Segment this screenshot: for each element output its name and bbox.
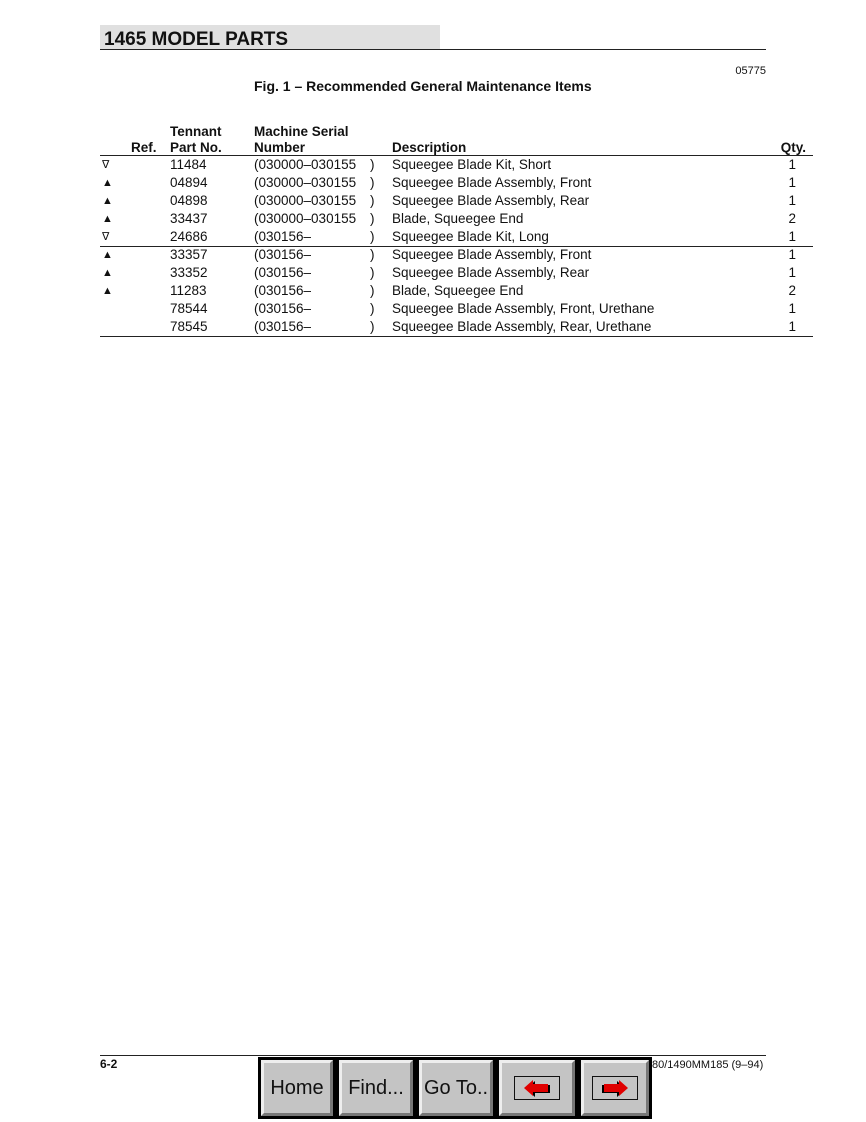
quantity: 2 <box>788 211 796 226</box>
part-number: 78545 <box>170 319 208 334</box>
ref-marker: ▲ <box>102 213 113 225</box>
serial-range: (030156– <box>254 301 312 316</box>
serial-close: ) <box>370 211 375 226</box>
doc-reference: 80/1490MM185 (9–94) <box>652 1059 764 1071</box>
quantity: 1 <box>788 301 796 316</box>
previous-page-button[interactable] <box>496 1057 578 1119</box>
description: Blade, Squeegee End <box>392 211 524 226</box>
serial-close: ) <box>370 157 375 172</box>
description: Blade, Squeegee End <box>392 283 524 298</box>
left-arrow-icon <box>522 1079 552 1097</box>
col-description: Description <box>392 140 467 155</box>
serial-range: (030156– <box>254 283 312 298</box>
description: Squeegee Blade Kit, Long <box>392 229 549 244</box>
table-row <box>100 282 806 300</box>
quantity: 1 <box>788 157 796 172</box>
page-number: 6-2 <box>100 1057 118 1071</box>
col-part <box>170 124 222 156</box>
serial-close: ) <box>370 265 375 280</box>
serial-close: ) <box>370 301 375 316</box>
quantity: 1 <box>788 229 796 244</box>
serial-close: ) <box>370 175 375 190</box>
figure-title: Fig. 1 – Recommended General Maintenance Items <box>254 78 592 94</box>
quantity: 1 <box>788 319 796 334</box>
description: Squeegee Blade Assembly, Rear <box>392 265 590 280</box>
quantity: 1 <box>788 193 796 208</box>
col-serial <box>254 124 349 156</box>
table-row <box>100 300 806 318</box>
goto-button[interactable] <box>416 1057 496 1119</box>
page-header-title: 1465 MODEL PARTS <box>104 29 289 50</box>
col-qty: Qty. <box>780 140 806 155</box>
part-number: 04894 <box>170 175 208 190</box>
serial-range: (030156– <box>254 319 312 334</box>
serial-range: (030000–030155 <box>254 193 357 208</box>
serial-close: ) <box>370 247 375 262</box>
table-row <box>100 192 806 210</box>
table-row <box>100 318 806 336</box>
serial-close: ) <box>370 193 375 208</box>
ref-marker: ▲ <box>102 285 113 297</box>
col-part-line1: Tennant <box>170 124 222 139</box>
ref-marker: ∇ <box>102 231 110 243</box>
ref-marker: ∇ <box>102 159 110 171</box>
description: Squeegee Blade Assembly, Rear <box>392 193 590 208</box>
col-serial-line1: Machine Serial <box>254 124 349 139</box>
serial-range: (030156– <box>254 247 312 262</box>
serial-range: (030156– <box>254 265 312 280</box>
part-number: 33437 <box>170 211 208 226</box>
serial-range: (030000–030155 <box>254 157 357 172</box>
serial-range: (030000–030155 <box>254 175 357 190</box>
description: Squeegee Blade Assembly, Front <box>392 247 592 262</box>
table-row <box>100 228 806 246</box>
part-number: 11484 <box>170 157 207 172</box>
right-arrow-icon <box>600 1079 630 1097</box>
home-button-label: Home <box>261 1060 333 1116</box>
serial-range: (030000–030155 <box>254 211 357 226</box>
serial-close: ) <box>370 319 375 334</box>
table-row <box>100 264 806 282</box>
serial-range: (030156– <box>254 229 312 244</box>
table-bottom-rule <box>100 336 813 337</box>
part-number: 33352 <box>170 265 208 280</box>
serial-close: ) <box>370 283 375 298</box>
description: Squeegee Blade Assembly, Front, Urethane <box>392 301 655 316</box>
doc-code: 05775 <box>735 65 766 77</box>
table-row <box>100 210 806 228</box>
description: Squeegee Blade Assembly, Rear, Urethane <box>392 319 652 334</box>
ref-marker: ▲ <box>102 195 113 207</box>
part-number: 78544 <box>170 301 208 316</box>
description: Squeegee Blade Kit, Short <box>392 157 552 172</box>
part-number: 33357 <box>170 247 208 262</box>
quantity: 1 <box>788 247 796 262</box>
table-row <box>100 156 806 174</box>
find-button[interactable] <box>336 1057 416 1119</box>
col-ref: Ref. <box>131 140 157 155</box>
group-divider <box>100 246 813 247</box>
goto-button-label: Go To.. <box>419 1060 493 1116</box>
ref-marker: ▲ <box>102 177 113 189</box>
description: Squeegee Blade Assembly, Front <box>392 175 592 190</box>
ref-marker: ▲ <box>102 249 113 261</box>
part-number: 24686 <box>170 229 208 244</box>
quantity: 1 <box>788 175 796 190</box>
header-rule <box>100 49 766 50</box>
find-button-label: Find... <box>339 1060 413 1116</box>
serial-close: ) <box>370 229 375 244</box>
next-page-button[interactable] <box>578 1057 652 1119</box>
footer-rule <box>100 1055 766 1056</box>
table-row <box>100 174 806 192</box>
table-row <box>100 246 806 264</box>
home-button[interactable] <box>258 1057 336 1119</box>
quantity: 2 <box>788 283 796 298</box>
part-number: 11283 <box>170 283 207 298</box>
col-part-line2: Part No. <box>170 140 222 155</box>
col-serial-line2: Number <box>254 140 306 155</box>
ref-marker: ▲ <box>102 267 113 279</box>
part-number: 04898 <box>170 193 208 208</box>
quantity: 1 <box>788 265 796 280</box>
